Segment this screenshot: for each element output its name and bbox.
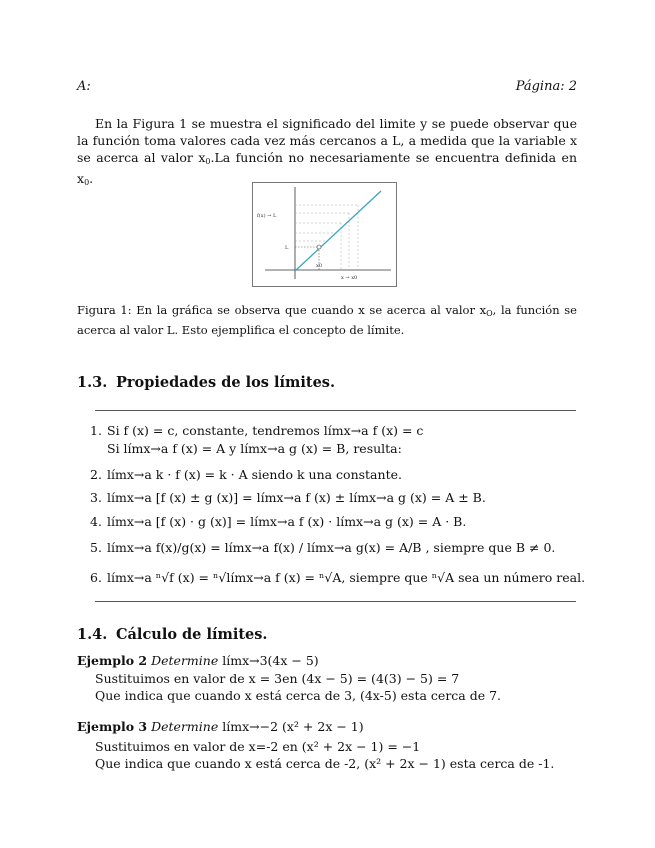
header-left: A: [77,79,91,94]
property-item-continuation: Si límx→a f (x) = A y límx→a g (x) = B, resulta: [107,441,402,456]
figure-caption: Figura 1: En la gráfica se observa que cuando x se acerca al valor $x_O$, la función se acerca al valor L. Esto ejemplifica el concepto de límite. [77,303,577,337]
example-line: Que indica que cuando x está cerca de 3, (4x-5) esta cerca de 7. [95,688,502,703]
limit-figure [252,182,397,287]
figure-x-label: x → x0 [341,275,358,281]
property-item: 2. límx→a k · f (x) = k · A siendo k una constante. [90,467,402,482]
example-heading: Ejemplo 3 Determine límx→−2 (x² + 2x − 1) [77,719,364,734]
example-line: Sustituimos en valor de x=-2 en (x² + 2x − 1) = −1 [95,739,421,754]
property-item: 3. límx→a [f (x) ± g (x)] = límx→a f (x) ± límx→a g (x) = A ± B. [90,490,486,505]
figure-x0-label: x0 [316,263,323,269]
divider [95,410,576,411]
section-heading-calculation: 1.4. Cálculo de límites. [77,626,268,643]
property-item: 6. límx→a ⁿ√f (x) = ⁿ√límx→a f (x) = ⁿ√A, siempre que ⁿ√A sea un número real. [90,570,586,585]
intro-paragraph: En la Figura 1 se muestra el significado del limite y se puede observar que la función toma valores cada vez más cercanos a L, a medida que la variable x se acerca al valor $x_0.La$ función no necesariamente se encuentra definida en $x_0$. [77,116,577,187]
divider [95,601,576,602]
example-line: Que indica que cuando x está cerca de -2, (x² + 2x − 1) esta cerca de -1. [95,756,555,771]
figure-l-label: L [285,245,289,251]
property-item: 5. límx→a f(x)/g(x) = límx→a f(x) / límx→a g(x) = A/B , siempre que B ≠ 0. [90,540,556,555]
example-heading: Ejemplo 2 Determine límx→3(4x − 5) [77,653,319,668]
example-line: Sustituimos en valor de x = 3en (4x − 5) = (4(3) − 5) = 7 [95,671,460,686]
property-item: 1. Si f (x) = c, constante, tendremos límx→a f (x) = c [90,423,424,438]
section-heading-properties: 1.3. Propiedades de los límites. [77,374,336,391]
header-page-number: Página: 2 [515,79,577,94]
property-item: 4. límx→a [f (x) · g (x)] = límx→a f (x) · límx→a g (x) = A · B. [90,514,467,529]
figure-y-label: f(x) → L [257,213,277,219]
